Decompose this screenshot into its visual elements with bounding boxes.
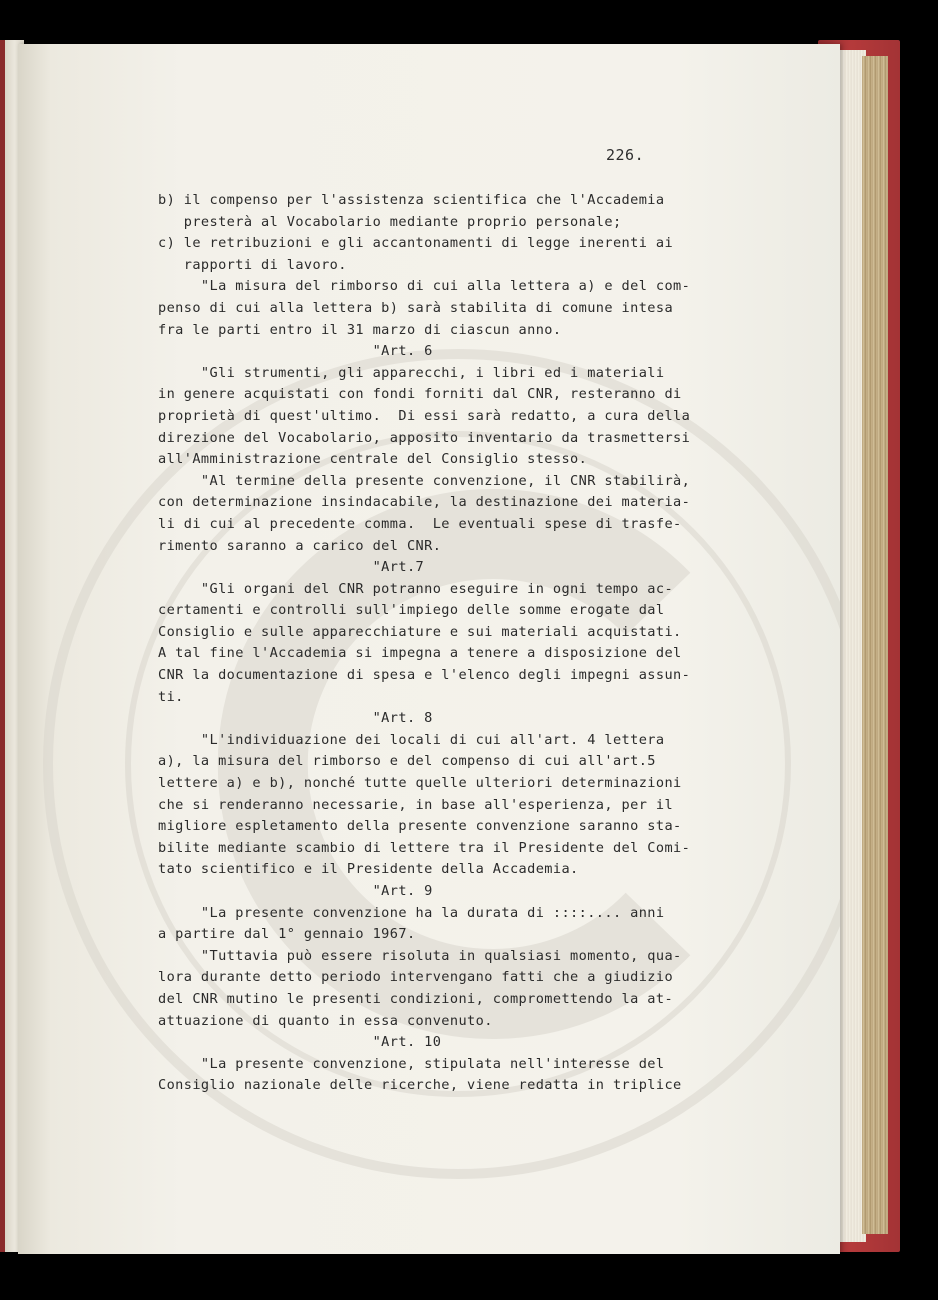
left-cover-edge: [0, 40, 5, 1252]
text-line: "Tuttavia può essere risoluta in qualsiasi momento, qua-: [158, 947, 682, 964]
text-line: presterà al Vocabolario mediante proprio personale;: [158, 213, 622, 230]
text-line: "L'individuazione dei locali di cui all'art. 4 lettera: [158, 731, 665, 748]
text-line: CNR la documentazione di spesa e l'elenco degli impegni assun-: [158, 667, 691, 684]
article-heading: "Art. 10: [158, 1034, 442, 1051]
text-line: A tal fine l'Accademia si impegna a tenere a disposizione del: [158, 645, 682, 662]
text-line: migliore espletamento della presente convenzione saranno sta-: [158, 818, 682, 835]
text-line: ti.: [158, 688, 184, 705]
text-line: certamenti e controlli sull'impiego delle somme erogate dal: [158, 602, 665, 619]
text-line: b) il compenso per l'assistenza scientifica che l'Accademia: [158, 192, 665, 208]
text-line: "Gli strumenti, gli apparecchi, i libri ed i materiali: [158, 364, 665, 381]
text-line: "La misura del rimborso di cui alla lettera a) e del com-: [158, 278, 691, 295]
text-line: che si renderanno necessarie, in base all'esperienza, per il: [158, 796, 674, 813]
text-line: Consiglio e sulle apparecchiature e sui materiali acquistati.: [158, 623, 682, 640]
page-number: 226.: [606, 146, 645, 164]
text-line: fra le parti entro il 31 marzo di ciascun anno.: [158, 321, 562, 338]
text-line: proprietà di quest'ultimo. Di essi sarà redatto, a cura della: [158, 407, 691, 424]
text-line: all'Amministrazione centrale del Consiglio stesso.: [158, 451, 588, 468]
text-line: a), la misura del rimborso e del compenso di cui all'art.5: [158, 753, 656, 770]
article-heading: "Art. 9: [158, 883, 433, 899]
text-line: penso di cui alla lettera b) sarà stabilita di comune intesa: [158, 299, 674, 316]
text-line: "La presente convenzione, stipulata nell'interesse del: [158, 1055, 665, 1072]
text-line: "La presente convenzione ha la durata di ::::.... anni: [158, 904, 665, 921]
article-heading: "Art. 8: [158, 710, 433, 727]
text-line: in genere acquistati con fondi forniti dal CNR, resteranno di: [158, 386, 682, 403]
text-line: lettere a) e b), nonché tutte quelle ulteriori determinazioni: [158, 775, 682, 792]
text-line: "Al termine della presente convenzione, il CNR stabilirà,: [158, 472, 691, 489]
text-line: rimento saranno a carico del CNR.: [158, 537, 442, 554]
article-heading: "Art.7: [158, 559, 425, 576]
article-heading: "Art. 6: [158, 343, 433, 360]
text-line: li di cui al precedente comma. Le eventuali spese di trasfe-: [158, 515, 682, 532]
text-line: lora durante detto periodo intervengano fatti che a giudizio: [158, 969, 674, 986]
text-line: bilite mediante scambio di lettere tra il Presidente del Comi-: [158, 839, 691, 856]
text-line: direzione del Vocabolario, apposito inventario da trasmettersi: [158, 429, 691, 446]
text-line: a partire dal 1° gennaio 1967.: [158, 926, 416, 943]
text-line: rapporti di lavoro.: [158, 256, 347, 273]
text-line: del CNR mutino le presenti condizioni, compromettendo la at-: [158, 990, 674, 1007]
text-line: tato scientifico e il Presidente della Accademia.: [158, 861, 579, 878]
document-body: [158, 190, 778, 1097]
text-line: attuazione di quanto in essa convenuto.: [158, 1012, 493, 1029]
text-line: c) le retribuzioni e gli accantonamenti di legge inerenti ai: [158, 235, 674, 252]
text-line: Consiglio nazionale delle ricerche, viene redatta in triplice: [158, 1077, 682, 1094]
gilt-page-edges: [862, 56, 888, 1234]
text-line: "Gli organi del CNR potranno eseguire in ogni tempo ac-: [158, 580, 674, 597]
text-line: con determinazione insindacabile, la destinazione dei materia-: [158, 494, 691, 511]
